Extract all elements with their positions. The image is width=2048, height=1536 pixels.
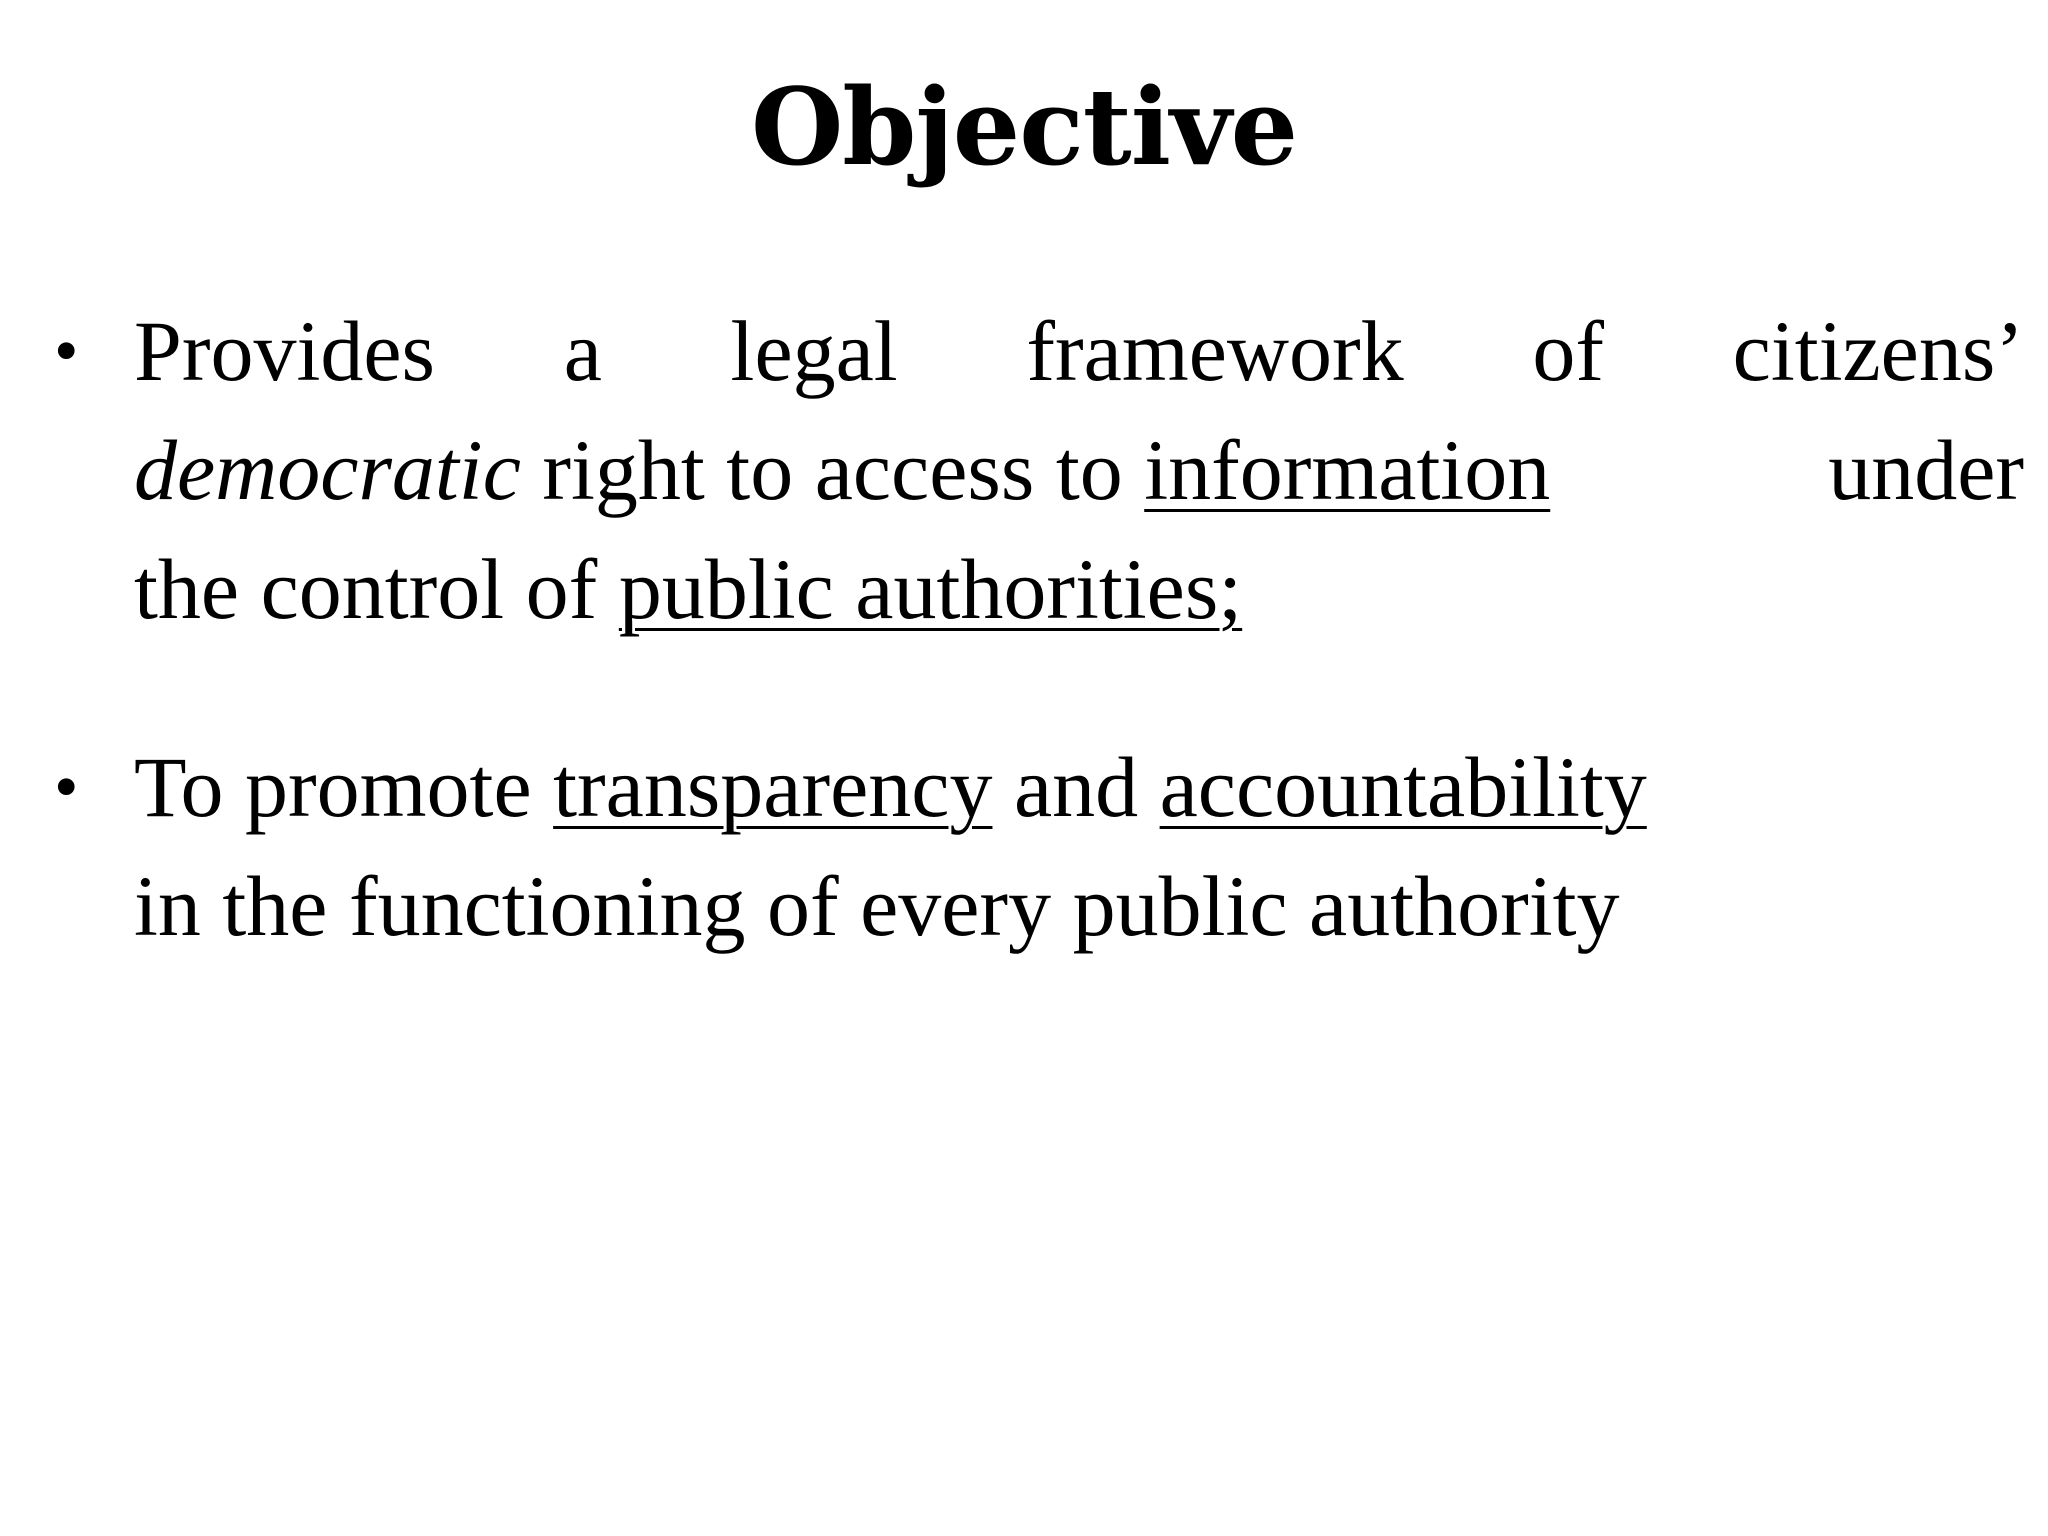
text-under: under	[1828, 422, 2024, 518]
bullet1-line2	[134, 411, 2024, 530]
bullet-icon: •	[54, 749, 79, 826]
bullet2-line2: in the functioning of every public authority	[134, 858, 1620, 954]
text-the-control-of: the control of	[134, 541, 598, 637]
bullet-item-legal-framework	[54, 292, 2024, 649]
bullet1-line1	[134, 292, 2024, 411]
text-to-promote: To promote	[134, 739, 532, 835]
line2-left	[134, 411, 1550, 530]
underlined-accountability: accountability	[1159, 739, 1647, 835]
word: of	[1532, 303, 1604, 399]
text-right-to-access: right to access to	[542, 422, 1123, 518]
bullet2-line1	[134, 728, 2024, 847]
bullet-icon: •	[54, 313, 79, 390]
italic-word-democratic: democratic	[134, 422, 521, 518]
underlined-transparency: transparency	[553, 739, 993, 835]
word: Provides	[134, 303, 435, 399]
underlined-word-information: information	[1144, 422, 1551, 518]
bullet-item-transparency	[54, 728, 2024, 966]
word: a	[563, 303, 602, 399]
slide-title: Objective	[750, 64, 1298, 189]
underlined-public-authorities: public authorities;	[618, 541, 1243, 637]
text-and: and	[1013, 739, 1139, 835]
word: legal	[730, 303, 898, 399]
word: framework	[1026, 303, 1404, 399]
bullet1-line3	[134, 530, 2024, 649]
word: citizens’	[1732, 303, 2024, 399]
